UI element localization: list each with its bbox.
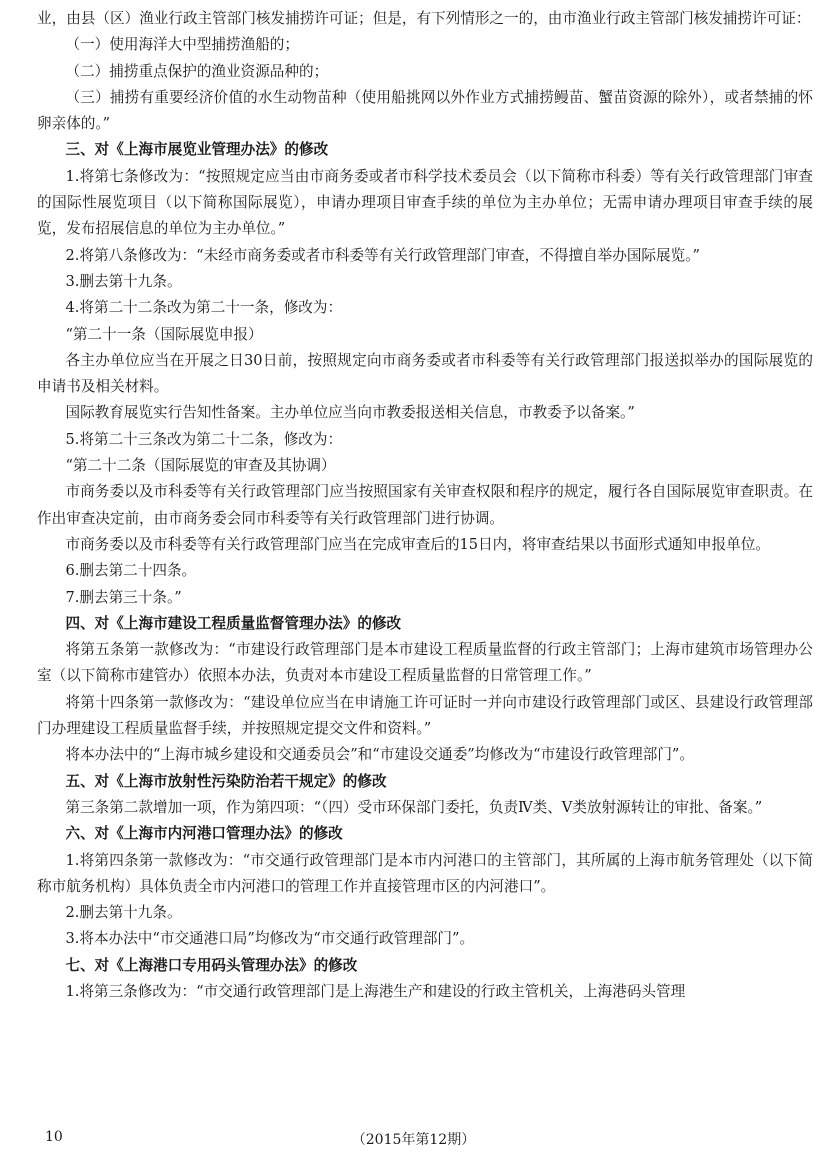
paragraph: 1.将第三条修改为：“市交通行政管理部门是上海港生产和建设的行政主管机关，上海港码头管理 xyxy=(65,982,686,1000)
paragraph: 将第五条第一款修改为：“市建设行政管理部门是本市建设工程质量监督的行政主管部门；上海市建筑市场管理办公室（以下简称市建管办）依照本办法，负责对本市建设工程质量监督的日常管理工作。” xyxy=(37,641,813,685)
section-heading: 七、对《上海港口专用码头管理办法》的修改 xyxy=(65,956,358,974)
paragraph: 2.删去第十九条。 xyxy=(65,904,182,922)
paragraph: 3.删去第十九条。 xyxy=(65,272,182,290)
paragraph: “第二十一条（国际展览申报） xyxy=(65,325,263,343)
paragraph: 4.将第二十二条改为第二十一条，修改为： xyxy=(65,299,343,317)
paragraph: 将本办法中的“上海市城乡建设和交通委员会”和“市建设交通委”均修改为“市建设行政管理部门”。 xyxy=(65,746,694,764)
paragraph: 3.将本办法中“市交通港口局”均修改为“市交通行政管理部门”。 xyxy=(65,930,475,948)
section-heading: 四、对《上海市建设工程质量监督管理办法》的修改 xyxy=(65,614,402,632)
page-number: 10 xyxy=(45,1129,63,1145)
paragraph: （二）捕捞重点保护的渔业资源品种的； xyxy=(65,62,329,80)
section-heading: 六、对《上海市内河港口管理办法》的修改 xyxy=(65,825,343,843)
paragraph: 业，由县（区）渔业行政主管部门核发捕捞许可证；但是，有下列情形之一的，由市渔业行政主管部门核发捕捞许可证： xyxy=(37,10,811,27)
paragraph: 7.删去第三十条。” xyxy=(65,588,182,606)
issue-label: （2015年第12期） xyxy=(351,1132,476,1148)
paragraph: 国际教育展览实行告知性备案。主办单位应当向市教委报送相关信息，市教委予以备案。” xyxy=(65,404,635,422)
paragraph: 第三条第二款增加一项，作为第四项：“（四）受市环保部门委托，负责Ⅳ类、Ⅴ类放射源转让的审批、备案。” xyxy=(65,798,763,816)
paragraph: （三）捕捞有重要经济价值的水生动物苗种（使用船挑网以外作业方式捕捞鳗苗、蟹苗资源的除外），或者禁捕的怀卵亲体的。” xyxy=(37,88,813,133)
paragraph: 2.将第八条修改为：“未经市商务委或者市科委等有关行政管理部门审查，不得擅自举办国际展览。” xyxy=(65,246,700,264)
section-heading: 五、对《上海市放射性污染防治若干规定》的修改 xyxy=(65,772,387,790)
paragraph: 1.将第四条第一款修改为：“市交通行政管理部门是本市内河港口的主管部门，其所属的上海市航务管理处（以下简称市航务机构）具体负责全市内河港口的管理工作并直接管理市区的内河港口”。 xyxy=(37,851,813,895)
paragraph: 市商务委以及市科委等有关行政管理部门应当在完成审查后的15日内，将审查结果以书面形式通知申报单位。 xyxy=(65,535,770,553)
paragraph: （一）使用海洋大中型捕捞渔船的； xyxy=(65,36,299,54)
paragraph: 将第十四条第一款修改为：“建设单位应当在申请施工许可证时一并向市建设行政管理部门或区、县建设行政管理部门办理建设工程质量监督手续，并按照规定提交文件和资料。” xyxy=(37,693,813,738)
paragraph: “第二十二条（国际展览的审查及其协调） xyxy=(65,457,336,475)
paragraph: 5.将第二十三条改为第二十二条，修改为： xyxy=(65,430,343,448)
paragraph: 1.将第七条修改为：“按照规定应当由市商务委或者市科学技术委员会（以下简称市科委）等有关行政管理部门审查的国际性展览项目（以下简称国际展览），申请办理项目审查手续的单位为主办单位；无需申请办理项目审查手续的展览，发布招展信息的单位为主办单位。” xyxy=(37,167,813,238)
document-body xyxy=(37,6,813,1005)
paragraph: 各主办单位应当在开展之日30日前，按照规定向市商务委或者市科委等有关行政管理部门报送拟举办的国际展览的申请书及相关材料。 xyxy=(37,351,813,396)
paragraph: 6.删去第二十四条。 xyxy=(65,562,197,580)
section-heading: 三、对《上海市展览业管理办法》的修改 xyxy=(65,141,329,159)
paragraph: 市商务委以及市科委等有关行政管理部门应当按照国家有关审查权限和程序的规定，履行各自国际展览审查职责。在作出审查决定前，由市商务委会同市科委等有关行政管理部门进行协调。 xyxy=(37,483,813,527)
page-footer xyxy=(0,1129,827,1153)
